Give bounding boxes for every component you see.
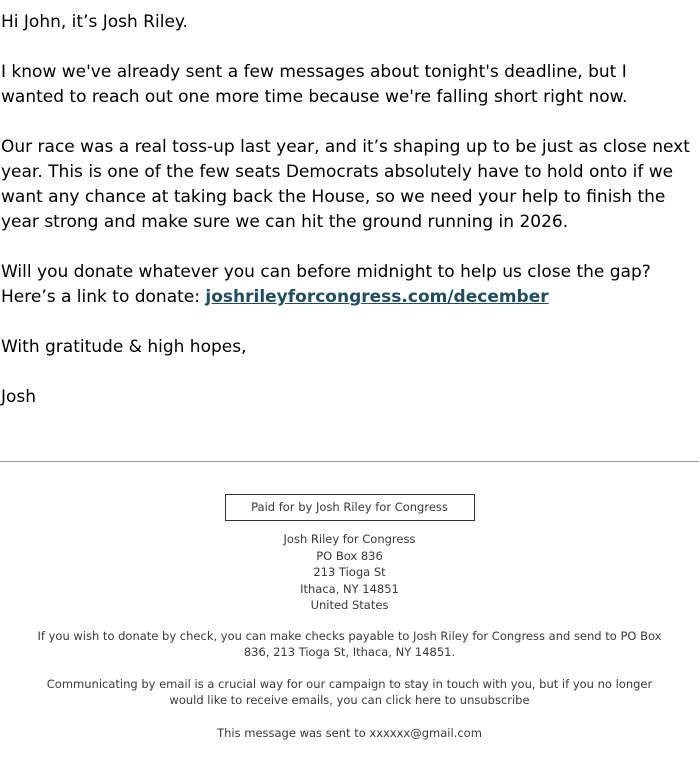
donate-request-text: Will you donate whatever you can before midnight to help us close the gap? Here’s a link to donate:: [1, 262, 651, 307]
address-line-city: Ithaca, NY 14851: [300, 581, 399, 596]
paragraph-donate-request: [1, 260, 693, 310]
sent-to-note: This message was sent to xxxxxx@gmail.com: [217, 725, 482, 740]
email-body: [1, 10, 693, 435]
paragraph-deadline: I know we've already sent a few messages about tonight's deadline, but I wanted to reach out one more time because we're falling short right now.: [1, 62, 628, 107]
address-line-name: Josh Riley for Congress: [283, 532, 416, 546]
address-line-country: United States: [310, 598, 389, 612]
address-line-street: 213 Tioga St: [313, 565, 386, 579]
signature: Josh: [1, 387, 37, 407]
email-footer: [0, 494, 699, 741]
paragraph-race: Our race was a real toss-up last year, and it’s shaping up to be just as close next year. This is one of the few seats Democrats absolutely have to hold onto if we want any chance at taking back the House, so we need your help to finish the year strong and make sure we can hit the ground running in 2026.: [1, 137, 690, 232]
mailing-address: [0, 531, 699, 614]
donate-by-check-note: If you wish to donate by check, you can make checks payable to Josh Riley for Congress and send to PO Box 836, 213 Tioga St, Ithaca, NY 14851.: [37, 628, 662, 659]
greeting: Hi John, it’s Josh Riley.: [1, 12, 188, 32]
unsubscribe-note[interactable]: Communicating by email is a crucial way for our campaign to stay in touch with you, but if you no longer would like to receive emails, you can click here to unsubscribe: [46, 676, 653, 707]
paid-for-disclaimer: Paid for by Josh Riley for Congress: [225, 494, 475, 521]
address-line-po-box: PO Box 836: [316, 548, 383, 563]
donate-link[interactable]: joshrileyforcongress.com/december: [205, 287, 549, 307]
closing: With gratitude & high hopes,: [1, 337, 247, 357]
footer-divider: [0, 461, 699, 462]
